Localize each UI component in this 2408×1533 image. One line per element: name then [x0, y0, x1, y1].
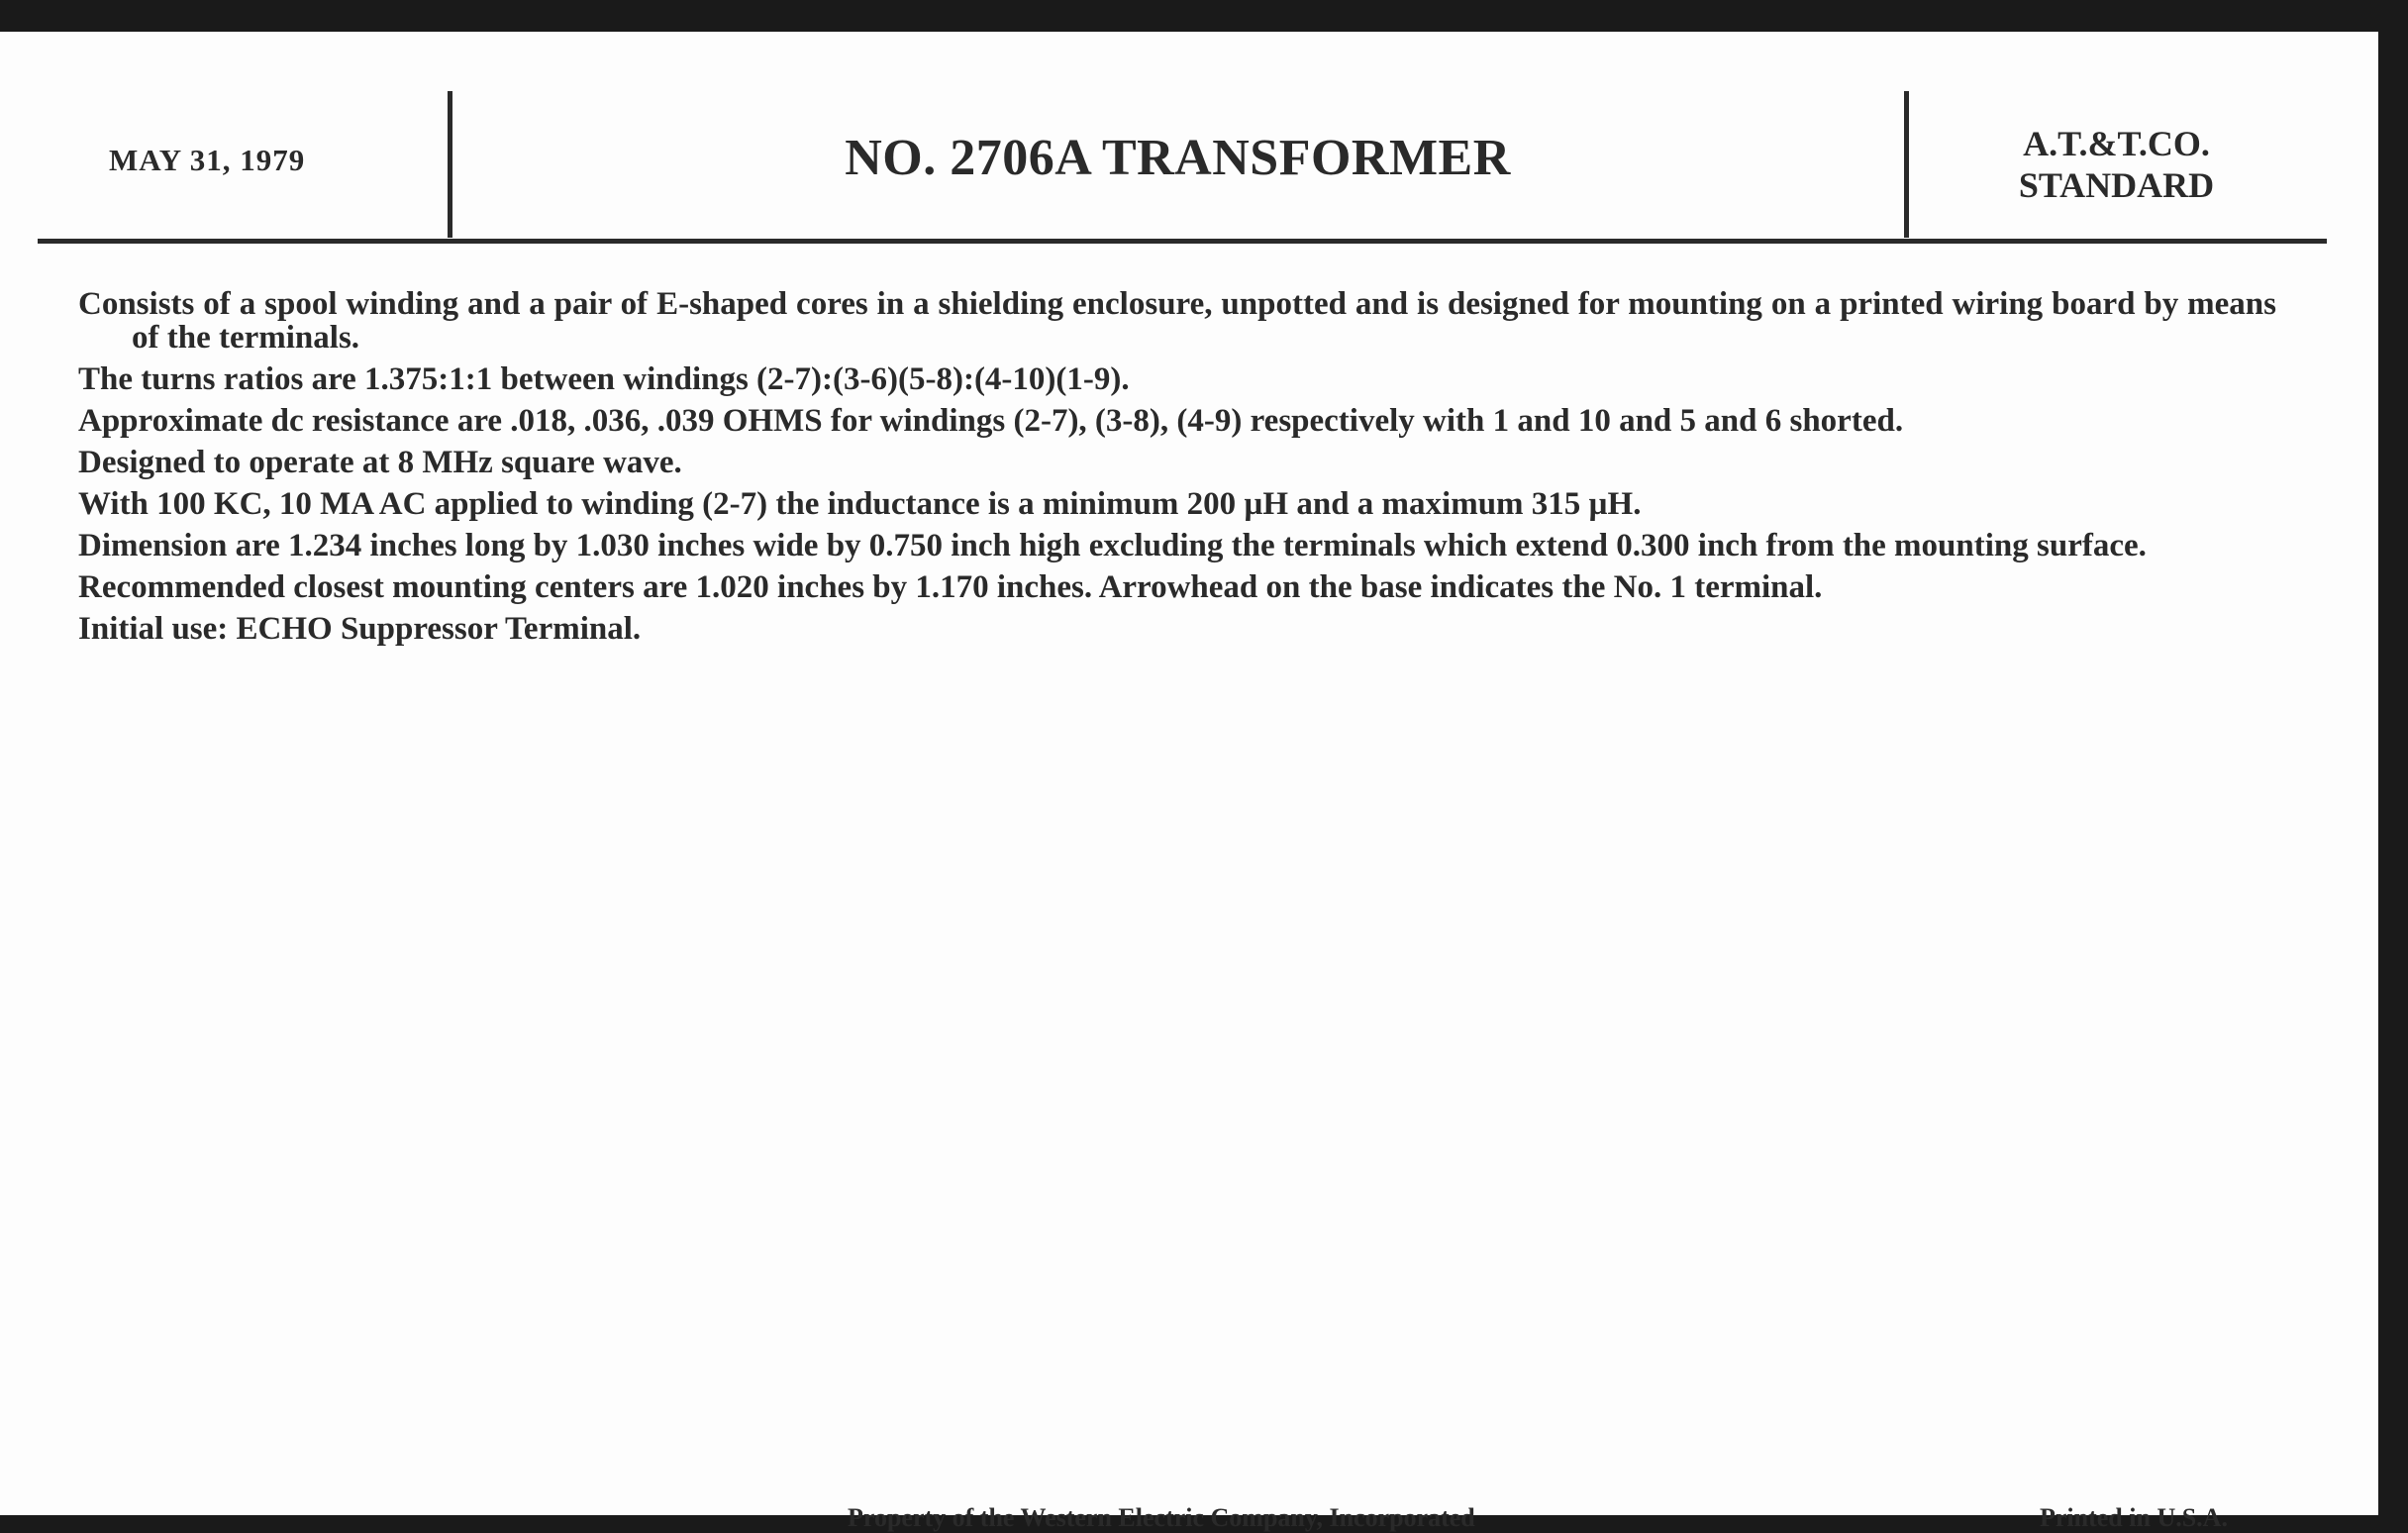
- specification-body: [78, 287, 2276, 654]
- spec-paragraph: Designed to operate at 8 MHz square wave.: [78, 445, 682, 480]
- header-rule: [38, 239, 2327, 244]
- printed-notice: Printed in U.S.A.: [2040, 1503, 2228, 1532]
- spec-paragraph: Consists of a spool winding and a pair of E-shaped cores in a shielding enclosure, unpotted and is designed for mounting on a printed wiring board by means of the terminals.: [78, 286, 2276, 356]
- spec-paragraph: The turns ratios are 1.375:1:1 between windings (2-7):(3-6)(5-8):(4-10)(1-9).: [78, 361, 1130, 397]
- spec-paragraph: Initial use: ECHO Suppressor Terminal.: [78, 611, 642, 647]
- standard-label: [1906, 123, 2327, 206]
- spec-paragraph: Recommended closest mounting centers are 1.020 inches by 1.170 inches. Arrowhead on the base indicates the No. 1 terminal.: [78, 569, 1823, 605]
- spec-paragraph: Approximate dc resistance are .018, .036, .039 OHMS for windings (2-7), (3-8), (4-9) respectively with 1 and 10 and 5 and 6 shorted.: [78, 403, 1904, 439]
- property-notice: Property of the Western Electric Company, Incorporated: [848, 1503, 1475, 1532]
- document-title: NO. 2706A TRANSFORMER: [845, 130, 1511, 186]
- document-page: [0, 32, 2378, 1532]
- document-date: MAY 31, 1979: [109, 143, 306, 177]
- spec-paragraph: With 100 KC, 10 MA AC applied to winding (2-7) the inductance is a minimum 200 µH and a maximum 315 µH.: [78, 486, 1642, 522]
- standard-line-2: STANDARD: [2018, 165, 2215, 205]
- spec-paragraph: Dimension are 1.234 inches long by 1.030 inches wide by 0.750 inch high excluding the terminals which extend 0.300 inch from the mounting surface.: [78, 528, 2147, 563]
- standard-line-1: A.T.&T.CO.: [2023, 124, 2210, 163]
